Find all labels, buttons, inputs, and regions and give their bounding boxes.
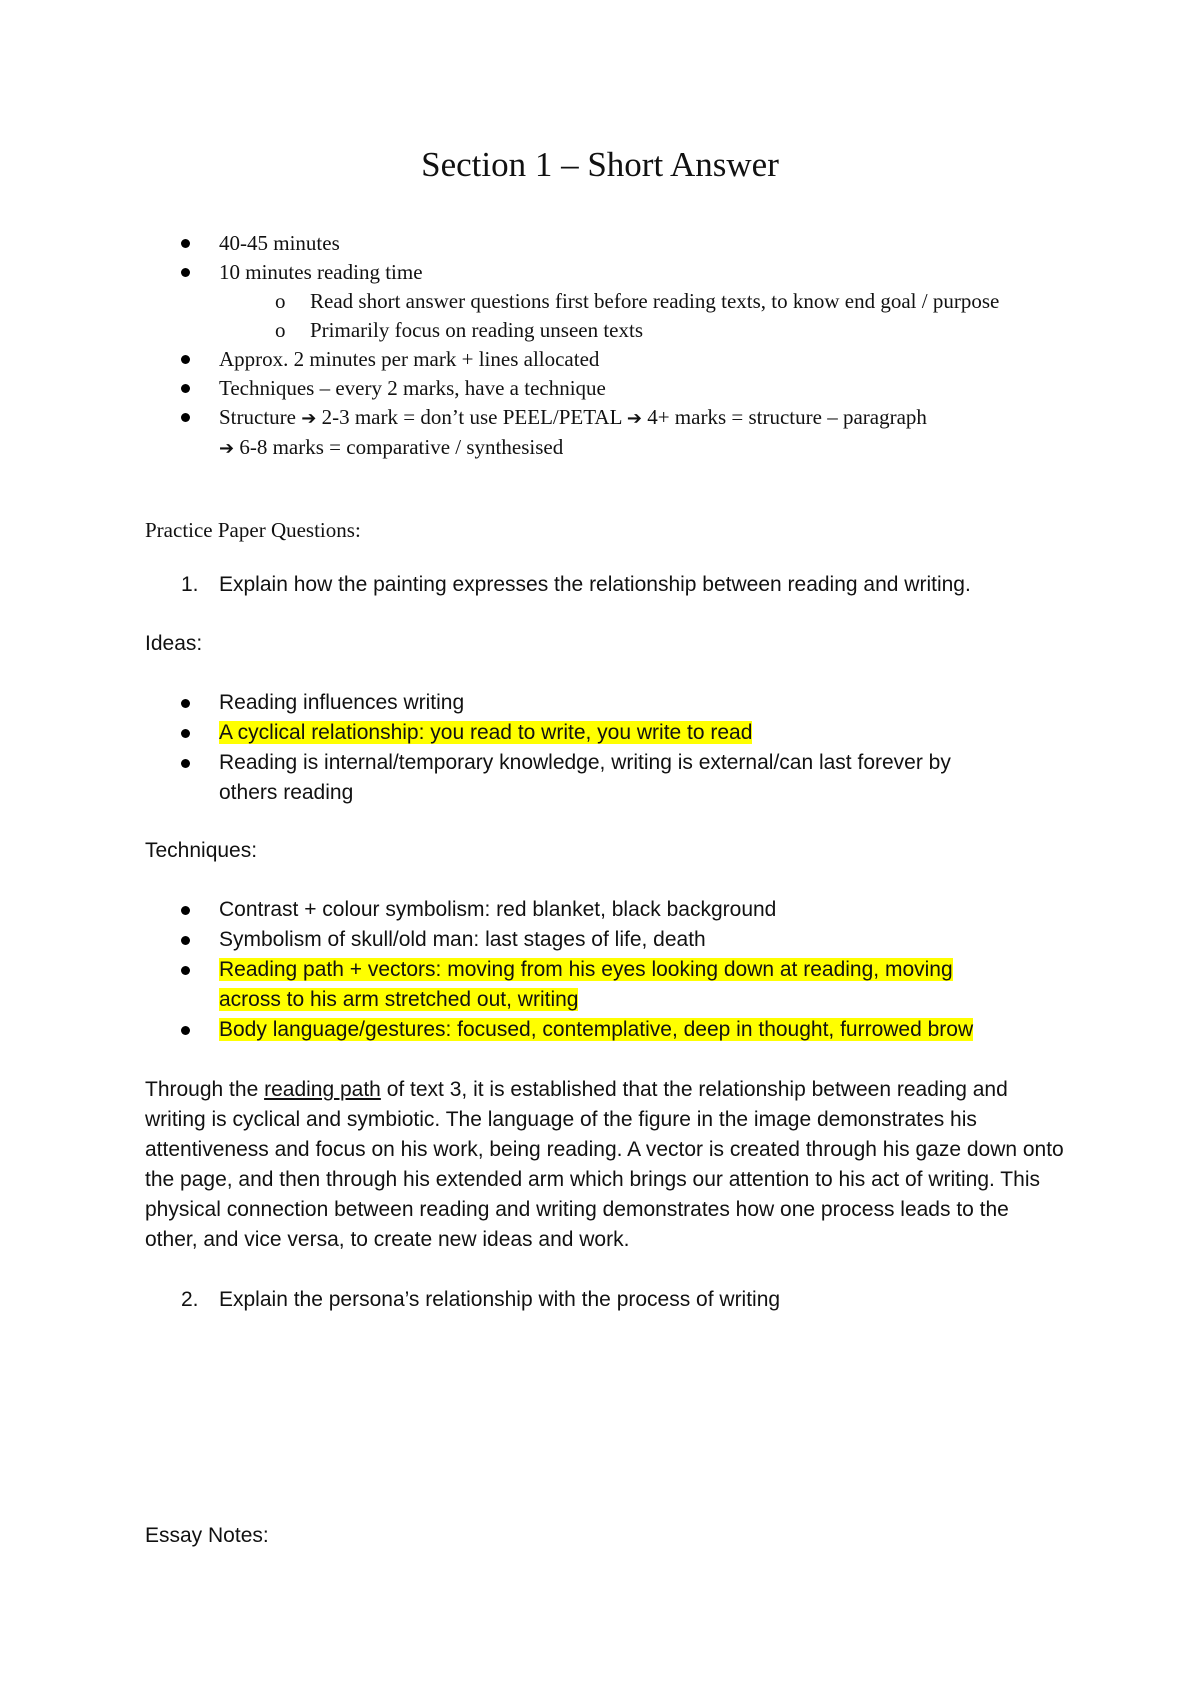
answer-paragraph (145, 1075, 1065, 1255)
arrow-right-icon: ➔ (301, 408, 317, 428)
bullet-icon (181, 1026, 190, 1035)
bullet-icon (181, 699, 190, 708)
ideas-heading: Ideas: (145, 632, 203, 655)
list-item (145, 718, 1065, 748)
underlined-text: reading path (264, 1078, 381, 1101)
sub-list-item (145, 287, 1070, 316)
question-text: Explain the persona’s relationship with the process of writing (219, 1288, 781, 1311)
list-item-text: Symbolism of skull/old man: last stages of life, death (219, 928, 706, 951)
list-item-text: 10 minutes reading time (219, 260, 423, 284)
arrow-right-icon: ➔ (626, 408, 642, 428)
circle-bullet-icon: o (275, 318, 286, 342)
question-1 (145, 570, 1065, 600)
question-number: 1. (181, 573, 199, 596)
list-item (145, 925, 1065, 955)
list-item (145, 374, 1065, 403)
structure-text: 2-3 mark = don’t use PEEL/PETAL (316, 405, 627, 429)
sub-list-item (145, 316, 1065, 345)
bullet-icon (181, 413, 190, 422)
list-item (145, 1015, 1139, 1045)
bullet-icon (181, 906, 190, 915)
bullet-icon (181, 239, 190, 248)
techniques-list (145, 895, 1065, 1045)
list-item (145, 229, 1065, 258)
list-item (145, 688, 1065, 718)
list-item-text: Primarily focus on reading unseen texts (310, 318, 644, 342)
highlighted-text: Reading path + vectors: moving from his eyes looking down at reading, moving across to his arm stretched out, writing (219, 958, 953, 1011)
circle-bullet-icon: o (275, 289, 286, 313)
arrow-right-icon: ➔ (219, 438, 235, 458)
practice-heading: Practice Paper Questions: (145, 518, 361, 542)
answer-text: Through the (145, 1078, 265, 1101)
list-item (145, 955, 989, 1015)
question-2 (145, 1285, 1065, 1315)
list-item-text: Approx. 2 minutes per mark + lines allocated (219, 347, 600, 371)
essay-notes-heading: Essay Notes: (145, 1524, 269, 1547)
bullet-icon (181, 729, 190, 738)
page-title: Section 1 – Short Answer (421, 145, 779, 184)
bullet-icon (181, 268, 190, 277)
list-item (145, 258, 1065, 287)
list-item-text: Reading influences writing (219, 691, 465, 714)
bullet-icon (181, 936, 190, 945)
answer-text: of text 3, it is established that the relationship between reading and writing is cyclical and symbiotic. The language of the figure in the image demonstrates his attentiveness and focus on his work, being reading. A vector is created through his gaze down onto the page, and then through his extended arm which brings our attention to his act of writing. This physical connection between reading and writing demonstrates how one process leads to the other, and vice versa, to create new ideas and work. (145, 1078, 1064, 1251)
list-item (145, 345, 1065, 374)
structure-text: Structure (219, 405, 302, 429)
bullet-icon (181, 966, 190, 975)
bullet-icon (181, 759, 190, 768)
structure-text: 6-8 marks = comparative / synthesised (234, 435, 564, 459)
list-item-text: Contrast + colour symbolism: red blanket, black background (219, 898, 777, 921)
highlighted-text: A cyclical relationship: you read to write, you write to read (219, 721, 753, 744)
list-item-text: Reading is internal/temporary knowledge, writing is external/can last forever by others reading (219, 751, 951, 804)
question-text: Explain how the painting expresses the relationship between reading and writing. (219, 573, 971, 596)
bullet-icon (181, 384, 190, 393)
list-item-text: Read short answer questions first before reading texts, to know end goal / purpose (310, 289, 1000, 313)
list-item-text: 40-45 minutes (219, 231, 340, 255)
intro-bullet-list (145, 229, 1065, 463)
list-item (145, 748, 989, 808)
bullet-icon (181, 355, 190, 364)
question-number: 2. (181, 1288, 199, 1311)
list-item (145, 895, 1065, 925)
list-item (145, 403, 1065, 463)
structure-text: 4+ marks = structure – paragraph (641, 405, 927, 429)
ideas-list (145, 688, 1065, 808)
techniques-heading: Techniques: (145, 839, 258, 862)
list-item-text: Techniques – every 2 marks, have a technique (219, 376, 606, 400)
highlighted-text: Body language/gestures: focused, contemplative, deep in thought, furrowed brow (219, 1018, 974, 1041)
